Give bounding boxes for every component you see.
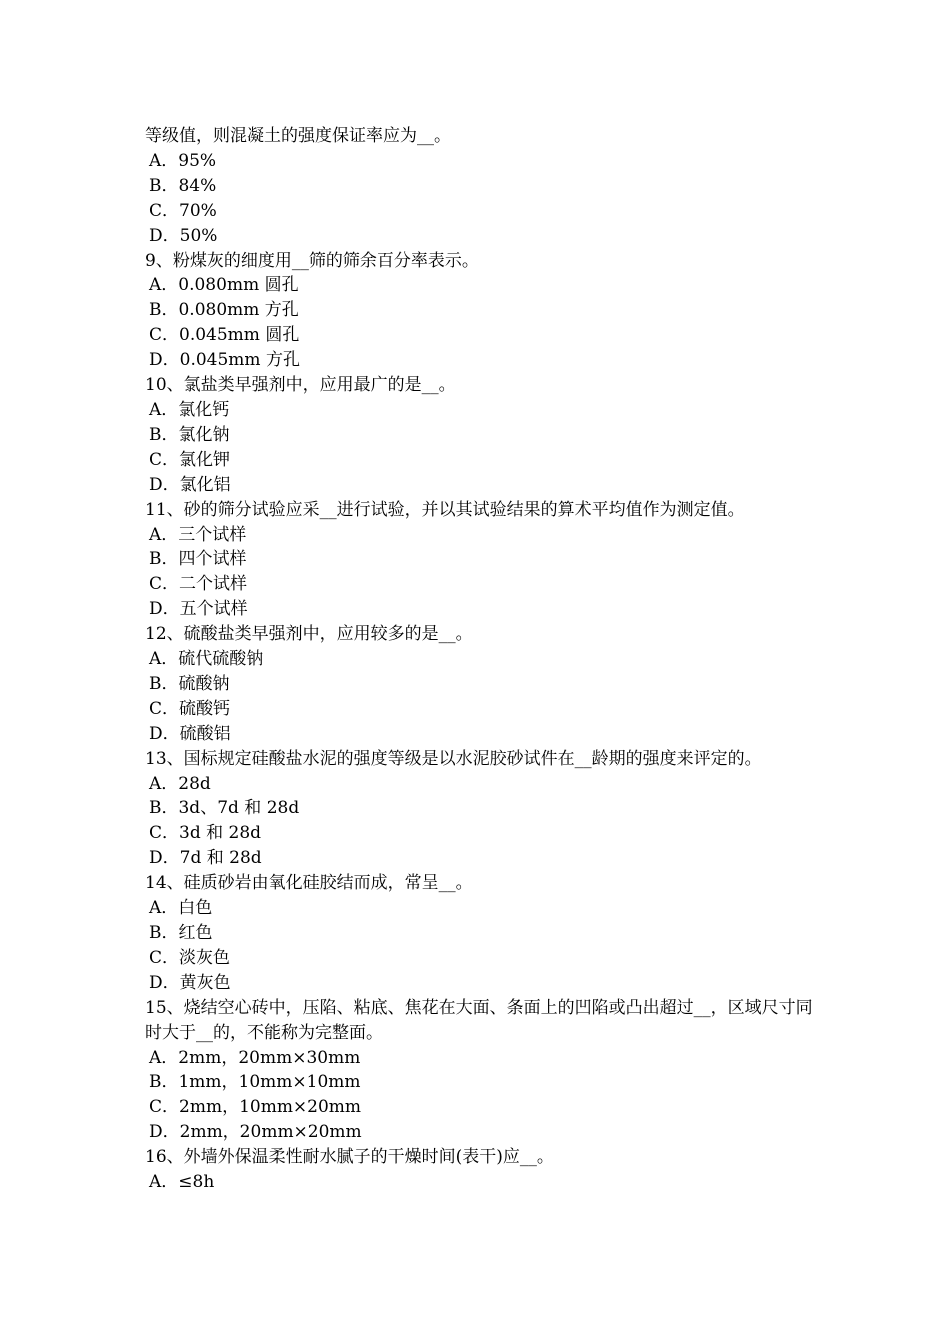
question-stem: 11、砂的筛分试验应采__进行试验，并以其试验结果的算术平均值作为测定值。 (145, 499, 745, 520)
option-d: D．黄灰色 (149, 972, 231, 993)
question-block (145, 747, 825, 872)
option-d: D．硫酸铝 (149, 723, 231, 744)
option-b: B．0.080mm 方孔 (149, 300, 299, 321)
option-d: D．0.045mm 方孔 (149, 350, 300, 371)
question-stem: 14、硅质砂岩由氧化硅胶结而成，常呈__。 (145, 873, 473, 894)
option-c: C．2mm，10mm×20mm (149, 1097, 362, 1118)
option-c: C．硫酸钙 (149, 698, 231, 719)
option-a: A．三个试样 (149, 524, 247, 545)
option-a: A．28d (149, 773, 211, 794)
option-b: B．3d、7d 和 28d (149, 798, 300, 819)
question-block (145, 498, 825, 623)
option-d: D．7d 和 28d (149, 848, 262, 869)
option-d: D．50% (149, 225, 218, 246)
question-block (145, 124, 825, 249)
question-block (145, 373, 825, 498)
question-stem: 16、外墙外保温柔性耐水腻子的干燥时间(表干)应__。 (145, 1147, 554, 1168)
option-c: C．70% (149, 200, 217, 221)
option-a: A．氯化钙 (149, 399, 230, 420)
question-block (145, 622, 825, 747)
question-block (145, 249, 825, 374)
question-stem: 9、粉煤灰的细度用__筛的筛余百分率表示。 (145, 250, 479, 271)
option-d: D．五个试样 (149, 599, 248, 620)
option-b: B．1mm，10mm×10mm (149, 1072, 361, 1093)
option-a: A．0.080mm 圆孔 (149, 275, 299, 296)
option-c: C．3d 和 28d (149, 823, 262, 844)
option-d: D．2mm，20mm×20mm (149, 1122, 362, 1143)
option-d: D．氯化铝 (149, 474, 231, 495)
option-c: C．0.045mm 圆孔 (149, 325, 300, 346)
question-stem: 12、硫酸盐类早强剂中，应用较多的是__。 (145, 624, 473, 645)
option-b: B．四个试样 (149, 549, 247, 570)
option-b: B．氯化钠 (149, 424, 230, 445)
question-block (145, 871, 825, 996)
option-a: A．≤8h (149, 1172, 215, 1193)
question-stem: 等级值，则混凝土的强度保证率应为__。 (145, 126, 451, 146)
option-c: C．氯化钾 (149, 449, 231, 470)
option-b: B．红色 (149, 923, 213, 943)
option-b: B．84% (149, 175, 217, 196)
option-a: A．硫代硫酸钠 (149, 649, 264, 670)
document-page (145, 124, 825, 1195)
option-c: C．二个试样 (149, 574, 248, 595)
question-stem: 10、氯盐类早强剂中，应用最广的是__。 (145, 375, 456, 396)
question-block (145, 1145, 825, 1195)
option-a: A．95% (149, 150, 217, 171)
question-stem: 13、国标规定硅酸盐水泥的强度等级是以水泥胶砂试件在__龄期的强度来评定的。 (145, 748, 762, 769)
question-block (145, 996, 825, 1145)
option-a: A．2mm，20mm×30mm (149, 1047, 361, 1068)
question-stem: 15、烧结空心砖中，压陷、粘底、焦花在大面、条面上的凹陷或凸出超过__，区域尺寸同时大于__的，不能称为完整面。 (145, 997, 813, 1043)
option-c: C．淡灰色 (149, 947, 231, 968)
option-a: A．白色 (149, 898, 213, 919)
option-b: B．硫酸钠 (149, 673, 230, 694)
